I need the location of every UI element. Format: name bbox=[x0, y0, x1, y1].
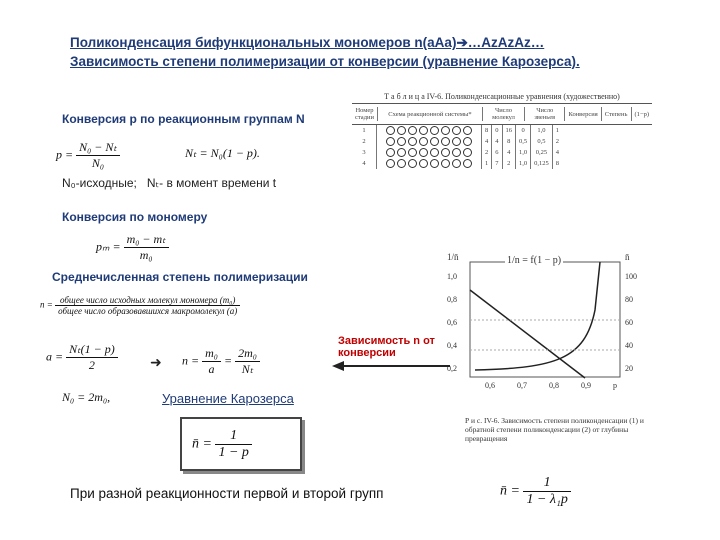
row-scheme bbox=[377, 158, 482, 169]
left-axis-label: 1/n̄ bbox=[447, 252, 459, 262]
row-value: 0,25 bbox=[531, 147, 553, 158]
monomer-circle-icon bbox=[441, 159, 450, 168]
monomer-circle-icon bbox=[441, 126, 450, 135]
dependency-graph bbox=[445, 250, 655, 415]
row-value: 2 bbox=[552, 136, 562, 147]
row-value: 7 bbox=[492, 158, 502, 169]
formula-n-words bbox=[40, 295, 240, 316]
row-number: 4 bbox=[362, 160, 366, 167]
left-tick: 0,2 bbox=[447, 364, 457, 373]
monomer-circle-icon bbox=[452, 148, 461, 157]
table-row bbox=[352, 158, 562, 169]
row-value: 4 bbox=[492, 136, 502, 147]
formula-a-num: Nₜ(1 − p) bbox=[66, 342, 118, 358]
curve-n bbox=[475, 262, 600, 370]
monomer-circle-icon bbox=[441, 148, 450, 157]
x-tick: 0,9 bbox=[581, 381, 591, 390]
monomer-circle-icon bbox=[452, 126, 461, 135]
title-line-2: Зависимость степени полимеризации от конверсии (уравнение Карозерса). bbox=[70, 54, 580, 69]
n0-note-line bbox=[62, 176, 276, 190]
table-row bbox=[352, 136, 562, 147]
formula-a-fraction bbox=[66, 342, 118, 373]
slide-title bbox=[70, 33, 690, 71]
nt-note: Nₜ- в момент времени t bbox=[146, 176, 277, 190]
row-value: 0,5 bbox=[516, 136, 531, 147]
bottom-text: При разной реакционности первой и второй групп bbox=[70, 486, 384, 501]
heading-conversion-groups: Конверсия p по реакционным группам N bbox=[62, 112, 305, 126]
formula-n2-den2: Nₜ bbox=[241, 362, 254, 376]
formula-n-words-fraction bbox=[55, 295, 240, 316]
formula-n-words-lhs: n = bbox=[40, 299, 53, 310]
monomer-circle-icon bbox=[430, 159, 439, 168]
monomer-circle-icon bbox=[441, 137, 450, 146]
left-tick: 0,4 bbox=[447, 341, 457, 350]
row-number: 3 bbox=[362, 149, 366, 156]
formula-n2-equals: = bbox=[223, 353, 233, 368]
formula-n2-frac2 bbox=[235, 346, 260, 377]
formula-n2-frac1 bbox=[202, 346, 221, 377]
row-value: 8 bbox=[482, 125, 492, 136]
scanned-table bbox=[352, 92, 652, 169]
formula-pm bbox=[96, 232, 169, 263]
row-value: 1,0 bbox=[516, 147, 531, 158]
formula-pm-fraction bbox=[124, 232, 169, 263]
right-axis-label: n̄ bbox=[625, 252, 630, 262]
right-tick: 60 bbox=[625, 318, 633, 327]
formula-pm-lhs: pₘ = bbox=[96, 239, 121, 254]
monomer-circle-icon bbox=[386, 148, 395, 157]
karothers-den: 1 − p bbox=[218, 445, 249, 460]
monomer-circle-icon bbox=[397, 159, 406, 168]
monomer-circle-icon bbox=[419, 126, 428, 135]
monomer-circle-icon bbox=[419, 148, 428, 157]
monomer-circle-icon bbox=[408, 159, 417, 168]
dependency-annotation: Зависимость n от конверсии bbox=[338, 335, 435, 359]
right-ticks bbox=[625, 272, 637, 387]
formula-n2-num1: m₀ bbox=[202, 346, 221, 362]
x-tick: p bbox=[613, 381, 617, 390]
formula-n-words-num: общее число исходных молекул мономера (m₀) bbox=[55, 295, 240, 306]
row-value: 0,5 bbox=[531, 136, 553, 147]
monomer-circle-icon bbox=[463, 137, 472, 146]
karothers-lhs: n̄ = bbox=[192, 436, 212, 452]
monomer-circle-icon bbox=[430, 126, 439, 135]
arrow-icon: ➜ bbox=[150, 354, 162, 370]
table-row bbox=[352, 125, 562, 136]
th-1: Схема реакционной системы* bbox=[377, 107, 482, 121]
x-tick: 0,7 bbox=[517, 381, 527, 390]
monomer-circle-icon bbox=[430, 137, 439, 146]
table-header bbox=[352, 107, 652, 121]
row-value: 6 bbox=[492, 147, 502, 158]
monomer-circle-icon bbox=[408, 126, 417, 135]
formula-pm-den: m₀ bbox=[139, 248, 153, 262]
formula-lambda bbox=[500, 475, 571, 508]
row-value: 2 bbox=[502, 158, 516, 169]
row-scheme bbox=[377, 147, 482, 158]
formula-p-fraction bbox=[76, 140, 120, 171]
table-row bbox=[352, 147, 562, 158]
formula-p-lhs: p = bbox=[56, 147, 74, 162]
row-value: 0,125 bbox=[531, 158, 553, 169]
formula-n2-num2: 2m₀ bbox=[235, 346, 260, 362]
monomer-circle-icon bbox=[397, 126, 406, 135]
monomer-circle-icon bbox=[397, 137, 406, 146]
formula-n2-den1: a bbox=[208, 362, 215, 376]
row-value: 16 bbox=[502, 125, 516, 136]
karothers-equation bbox=[192, 428, 252, 461]
karothers-heading: Уравнение Карозерса bbox=[162, 391, 294, 406]
formula-n2-lhs: n = bbox=[182, 353, 200, 368]
monomer-circle-icon bbox=[408, 148, 417, 157]
th-0: Номер стадии bbox=[355, 107, 374, 121]
formula-nt: Nₜ = N₀(1 − p). bbox=[185, 146, 260, 160]
karothers-fraction bbox=[215, 428, 251, 461]
right-tick: 80 bbox=[625, 295, 633, 304]
row-number: 2 bbox=[362, 138, 366, 145]
table-caption: Т а б л и ц а IV-6. Поликонденсационные уравнения (художественно) bbox=[384, 92, 620, 101]
monomer-circle-icon bbox=[452, 159, 461, 168]
x-tick: 0,8 bbox=[549, 381, 559, 390]
row-number: 1 bbox=[362, 127, 366, 134]
heading-average-dp: Среднечисленная степень полимеризации bbox=[52, 270, 308, 284]
row-value: 1 bbox=[552, 125, 562, 136]
table-body bbox=[352, 125, 562, 169]
left-tick: 1,0 bbox=[447, 272, 457, 281]
right-tick: 20 bbox=[625, 364, 633, 373]
row-value: 4 bbox=[502, 147, 516, 158]
row-value: 1,0 bbox=[516, 158, 531, 169]
formula-lambda-lhs: n̄ = bbox=[500, 483, 520, 499]
karothers-num: 1 bbox=[215, 428, 251, 445]
th-5: Степень bbox=[601, 107, 631, 121]
th-6: (1−p) bbox=[631, 107, 652, 121]
row-value: 1 bbox=[482, 158, 492, 169]
right-tick: 40 bbox=[625, 341, 633, 350]
annotation-arrow-icon bbox=[330, 360, 490, 380]
th-4: Конверсия bbox=[565, 107, 601, 121]
x-ticks bbox=[485, 381, 617, 390]
left-tick: 0,8 bbox=[447, 295, 457, 304]
right-tick: 100 bbox=[625, 272, 637, 281]
row-value: 4 bbox=[482, 136, 492, 147]
row-value: 8 bbox=[552, 158, 562, 169]
monomer-circle-icon bbox=[408, 137, 417, 146]
left-tick: 0,6 bbox=[447, 318, 457, 327]
formula-a bbox=[46, 342, 118, 373]
title-line-1: Поликонденсация бифункциональных мономеров n(aAa)➔…AzAzAz… bbox=[70, 35, 545, 50]
row-scheme bbox=[377, 136, 482, 147]
row-value: 8 bbox=[502, 136, 516, 147]
monomer-circle-icon bbox=[463, 159, 472, 168]
monomer-circle-icon bbox=[430, 148, 439, 157]
graph-svg bbox=[445, 250, 655, 415]
formula-p-num: N₀ − Nₜ bbox=[76, 140, 120, 156]
row-value: 2 bbox=[482, 147, 492, 158]
monomer-circle-icon bbox=[386, 137, 395, 146]
formula-n-ratio bbox=[182, 346, 260, 377]
formula-n-words-den: общее число образовавшихся макромолекул (a) bbox=[58, 306, 238, 316]
monomer-circle-icon bbox=[463, 148, 472, 157]
monomer-circle-icon bbox=[452, 137, 461, 146]
row-value: 4 bbox=[552, 147, 562, 158]
row-value: 0 bbox=[516, 125, 531, 136]
row-scheme bbox=[377, 125, 482, 136]
graph-caption: Р и с. IV-6. Зависимость степени поликонденсации (1) и обратной степени поликонденсации (2) от глубины превращения bbox=[465, 416, 644, 443]
monomer-circle-icon bbox=[397, 148, 406, 157]
th-2: Число молекул bbox=[482, 107, 524, 121]
formula-a-lhs: a = bbox=[46, 349, 64, 364]
row-value: 1,0 bbox=[531, 125, 553, 136]
monomer-circle-icon bbox=[463, 126, 472, 135]
formula-lambda-num: 1 bbox=[523, 475, 570, 492]
formula-p-den: N₀ bbox=[91, 156, 105, 170]
row-value: 0 bbox=[492, 125, 502, 136]
formula-p-definition bbox=[56, 140, 120, 171]
monomer-circle-icon bbox=[386, 126, 395, 135]
monomer-circle-icon bbox=[386, 159, 395, 168]
formula-lambda-fraction bbox=[523, 475, 570, 508]
monomer-circle-icon bbox=[419, 159, 428, 168]
th-3: Число звеньев bbox=[525, 107, 565, 121]
formula-n0: N₀ = 2m₀, bbox=[62, 390, 111, 404]
karothers-equation-box bbox=[180, 417, 302, 471]
curve-label: 1/n = f(1 − p) bbox=[507, 255, 562, 266]
formula-a-den: 2 bbox=[88, 358, 95, 372]
formula-lambda-den: 1 − λ₁p bbox=[526, 492, 568, 507]
x-tick: 0,6 bbox=[485, 381, 495, 390]
monomer-circle-icon bbox=[419, 137, 428, 146]
n0-note: N₀-исходные; bbox=[62, 176, 137, 190]
formula-pm-num: m₀ − mₜ bbox=[124, 232, 169, 248]
heading-conversion-monomer: Конверсия по мономеру bbox=[62, 210, 208, 224]
